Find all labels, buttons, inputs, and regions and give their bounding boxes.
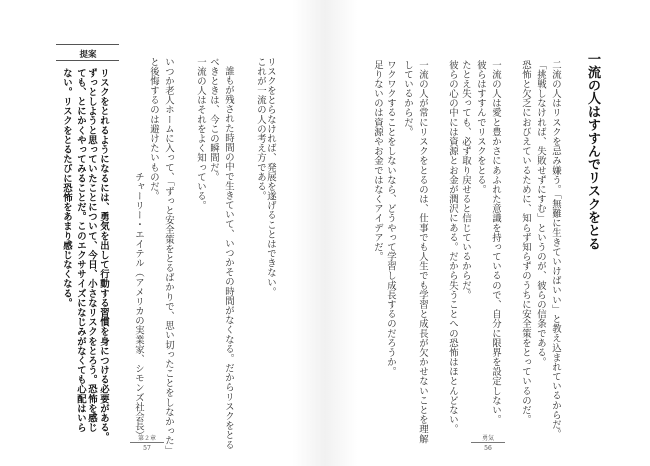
body-line: 彼らの心の中には資源とお金が潤沢にある。だから失うことへの恐怖はほとんどない。 bbox=[447, 60, 458, 435]
box-header-rule bbox=[56, 60, 119, 61]
proposal-line: ても、とにかくやってみることだ。このエクササイズになじみがなくても心配はいら bbox=[75, 68, 86, 433]
body-line: 一流の人はそれをよく知っている。 bbox=[195, 57, 206, 211]
body-line: これが一流の人の考え方である。 bbox=[255, 57, 266, 201]
body-line: と後悔するのは避けたいものだ。 bbox=[148, 57, 159, 201]
body-line: 一流の人は愛と豊かさにあふれた意識を持っているので、自分に限界を設定しない。 bbox=[490, 60, 501, 425]
proposal-heading: 提案 bbox=[79, 50, 97, 60]
box-top-rule bbox=[56, 44, 119, 45]
body-line: しているからだ。 bbox=[402, 60, 413, 137]
body-line: 誰もが残された時間の中で生きていて、いつかその時間がなくなる。だからリスクをとる bbox=[223, 66, 234, 450]
body-line: 恐怖と欠乏におびえているために、知らず知らずのうちに安全策をとっているのだ。 bbox=[520, 60, 531, 425]
proposal-line: リスクをとれるようになるには、勇気を出して行動する習慣を身につける必要がある。 bbox=[98, 68, 109, 443]
proposal-line: ない。リスクをとるたびに恐怖をあまり感じなくなる。 bbox=[61, 68, 72, 308]
body-line: たとえ失っても、必ず取り戻せると信じているからだ。 bbox=[460, 60, 471, 300]
proposal-line: ずっとしようと思っていたことについて、今日、小さなリスクをとろう。恐怖を感じ bbox=[86, 68, 97, 433]
page-number: 57 bbox=[143, 445, 151, 452]
body-line: べきときは、今この瞬間だ。 bbox=[208, 57, 219, 182]
chapter-label: 第２章 bbox=[137, 435, 156, 442]
page-number: 56 bbox=[484, 445, 492, 452]
body-line: 彼らはすすんでリスクをとる。 bbox=[475, 60, 486, 195]
body-line: 足りないのは資源やお金ではなくアイデアだ。 bbox=[372, 60, 383, 262]
attribution: チャーリー・エイテル（アメリカの実業家、シモンズ社会長） bbox=[133, 172, 144, 441]
body-line: いつか老人ホームに入って、「ずっと安全策をとるばかりで、思い切ったことをしなかった」 bbox=[163, 57, 174, 456]
footer-rule bbox=[471, 442, 505, 443]
section-label: 勇気 bbox=[481, 435, 494, 442]
footer-rule bbox=[130, 442, 164, 443]
body-line: 「挑戦しなければ、失敗せずにすむ」というのが、彼らの信条である。 bbox=[535, 60, 546, 367]
body-line: ワクワクすることをしないなら、どうやって学習し成長するのだろうか。 bbox=[385, 60, 396, 377]
body-line: 一流の人が常にリスクをとるのは、仕事でも人生でも学習と成長が欠かせないことを理解 bbox=[417, 60, 428, 444]
page-title: 一流の人はすすんでリスクをとる bbox=[585, 52, 600, 250]
body-line: リスクをとらなければ、発展を遂げることはできない。 bbox=[265, 57, 276, 297]
right-page bbox=[325, 0, 650, 466]
body-line: 二流の人はリスクを忌み嫌う。「無難に生きていけばいい」と教え込まれているからだ。 bbox=[550, 60, 561, 439]
